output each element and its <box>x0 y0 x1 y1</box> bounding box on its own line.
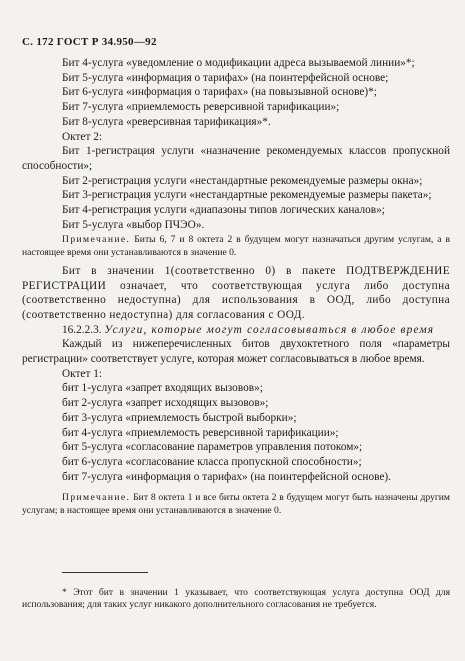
note-label: Примечание. <box>62 234 131 246</box>
section-title: Услуги, которые могут согласовываться в любое время <box>104 323 435 336</box>
paragraph: Бит 7-услуга «приемлемость реверсивной тарификации»; <box>62 101 340 114</box>
footnote-divider <box>62 572 148 573</box>
note-text: Биты 6, 7 и 8 октета 2 в будущем могут назначаться другим услугам, а в настоящее время они устанавливаются в значение 0. <box>22 234 450 258</box>
paragraph: Бит 3-регистрация услуги «нестандартные рекомендуемые размеры пакета»; <box>62 189 432 202</box>
paragraph: Бит 5-услуга «выбор ПЧЭО». <box>62 218 205 231</box>
paragraph-bit-value: Бит в значении 1(соответственно 0) в пакете ПОДТВЕРЖДЕНИЕ РЕГИСТРАЦИИ означает, что соответствующая услуга либо доступна (соответственно недоступна) для использования в ООД, либо доступна (соответственно недоступна) для согласования с ООД. <box>22 264 450 321</box>
section-heading <box>22 323 450 338</box>
list-item: бит 7-услуга «информация о тарифах» (на поинтерфейсной основе). <box>62 470 391 483</box>
note-2 <box>22 492 450 516</box>
paragraph: Бит 1-регистрация услуги «назначение рекомендуемых классов пропускной способности»; <box>22 145 450 172</box>
list-item: бит 3-услуга «приемлемость быстрой выборки»; <box>62 411 297 424</box>
section-number: 16.2.2.3. <box>62 323 102 336</box>
note-label: Примечание. <box>62 492 131 504</box>
note-text: Бит 8 октета 1 и все биты октета 2 в будущем могут быть назначены другим услугам; в настоящее время они устанавливаются в значение 0. <box>22 492 450 516</box>
list-item: бит 5-услуга «согласование параметров управления потоком»; <box>62 441 363 454</box>
list-item: бит 1-услуга «запрет входящих вызовов»; <box>62 382 263 395</box>
paragraph: Бит 5-услуга «информация о тарифах» (на поинтерфейсной основе; <box>62 71 389 84</box>
paragraph: Бит 2-регистрация услуги «нестандартные рекомендуемые размеры окна»; <box>62 174 423 187</box>
list-item: бит 6-услуга «согласование класса пропускной способности»; <box>62 455 362 468</box>
note-1 <box>22 234 450 258</box>
spacer <box>22 484 450 490</box>
page-header: С. 172 ГОСТ Р 34.950—92 <box>22 36 157 48</box>
document-body <box>22 56 450 522</box>
paragraph: Бит 6-услуга «информация о тарифах» (на повызывной основе)*; <box>62 86 377 99</box>
paragraph: Каждый из нижеперечисленных битов двухоктетного поля «параметры регистрации» соответствует услуге, которая может согласовываться в любое время. <box>22 338 450 366</box>
list-item: бит 2-услуга «запрет исходящих вызовов»; <box>62 397 269 410</box>
footnote: * Этот бит в значении 1 указывает, что соответствующая услуга доступна ООД для использования; для таких услуг никакого дополнительного согласования не требуется. <box>22 586 450 611</box>
paragraph: Бит 4-услуга «уведомление о модификации адреса вызываемой линии»*; <box>62 57 415 69</box>
paragraph: Бит 8-услуга «реверсивная тарификация»*. <box>62 115 271 128</box>
list-item: бит 4-услуга «приемлемость реверсивной тарификации»; <box>62 426 339 439</box>
paragraph: Бит 4-регистрация услуги «диапазоны типов логических каналов»; <box>62 204 385 217</box>
paragraph: Октет 1: <box>62 367 102 380</box>
paragraph: Октет 2: <box>62 130 102 143</box>
